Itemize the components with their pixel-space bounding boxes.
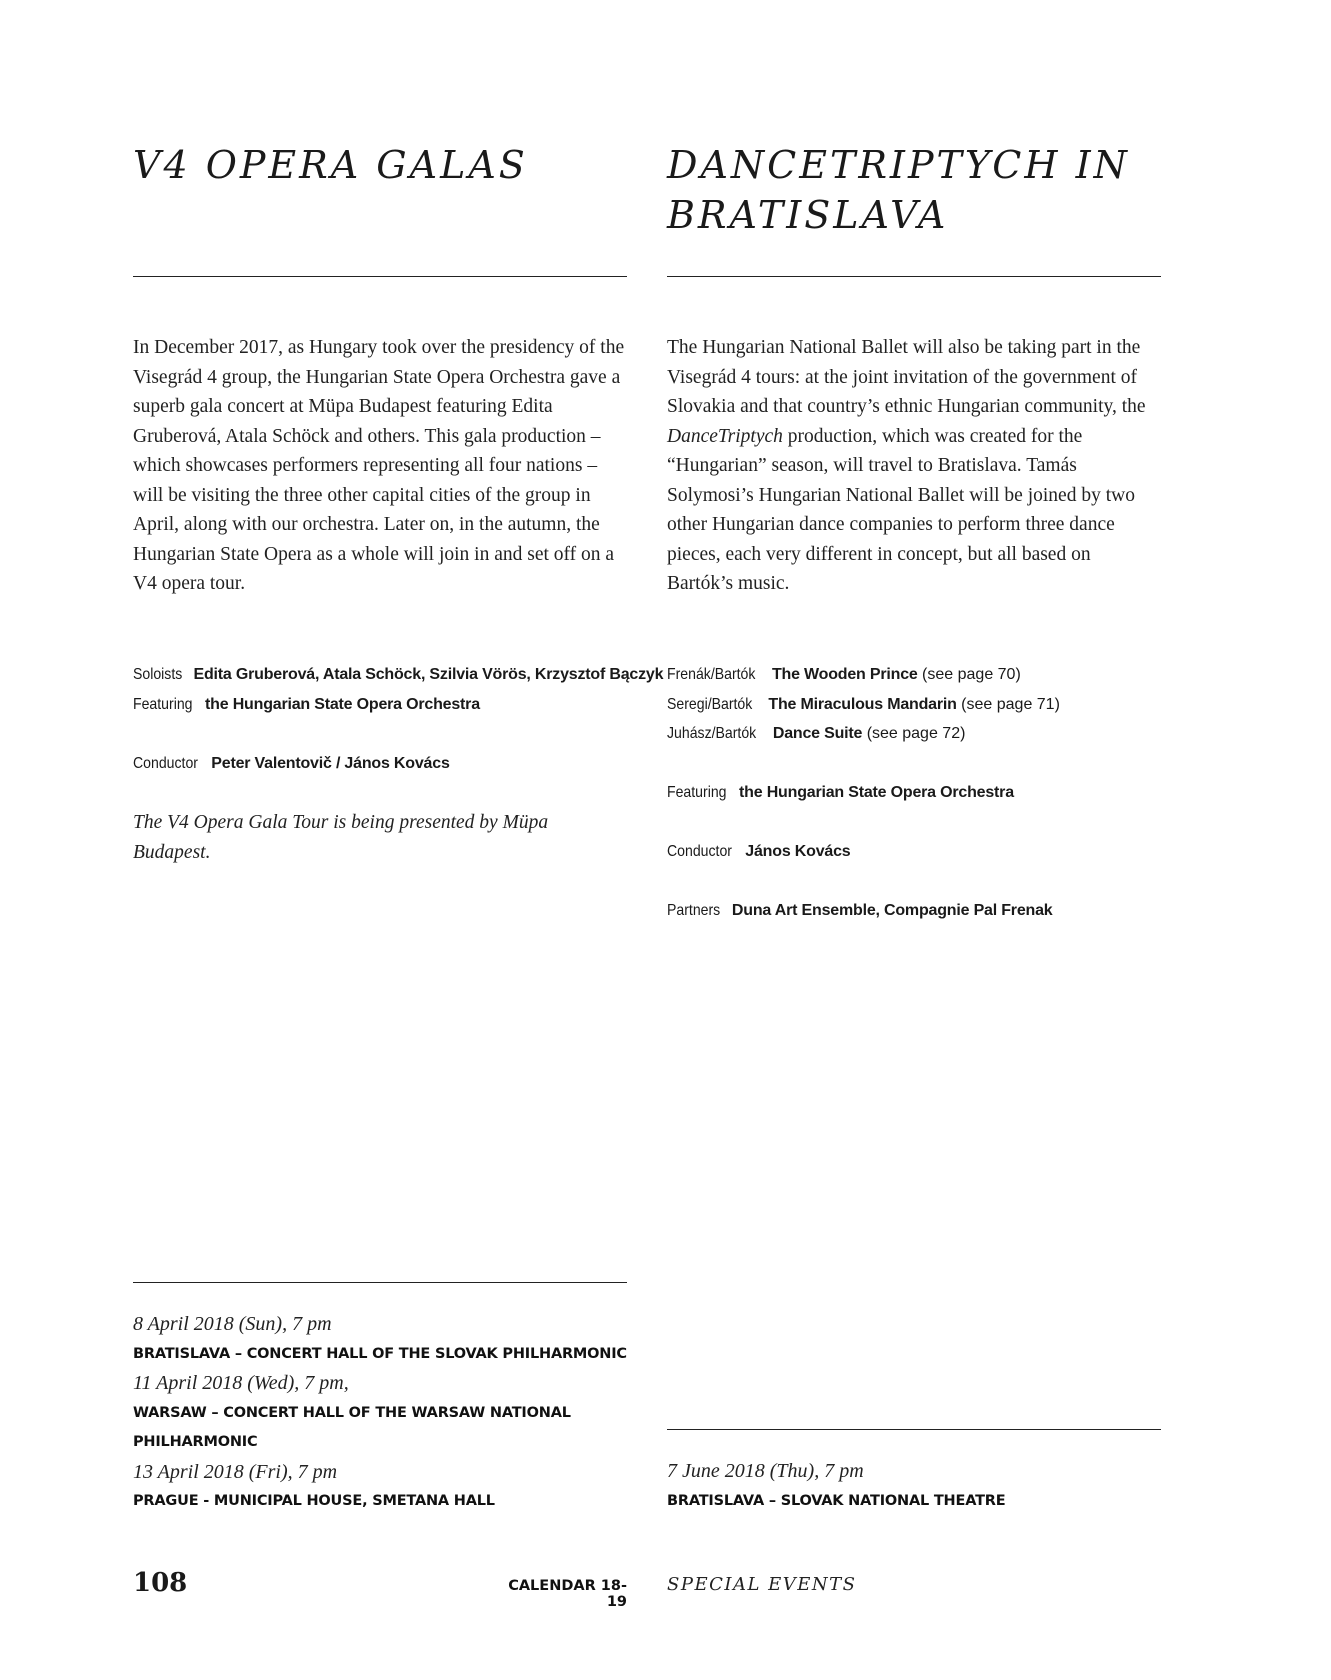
left-title-divider [133, 276, 627, 277]
work-author: Frenák/Bartók [667, 666, 756, 683]
footer-section: SPECIAL EVENTS [667, 1574, 857, 1595]
right-body-italic: DanceTriptych [667, 425, 783, 447]
work-line [667, 719, 1161, 749]
right-body-part2: production, which was created for the “Hungarian” season, will travel to Bratislava. Tamás Solymosi’s Hungarian National Ballet will be joined by two other Hungarian dance companies to perform three dance pieces, each very different in concept, but all based on Bartók’s music. [667, 425, 1135, 594]
left-dates [133, 1310, 627, 1517]
conductor-value: Peter Valentovič / János Kovács [211, 755, 450, 772]
date-3: 13 April 2018 (Fri), 7 pm [133, 1460, 338, 1483]
date-2: 11 April 2018 (Wed), 7 pm, [133, 1372, 349, 1394]
right-conductor-line [667, 837, 1161, 867]
left-credits [133, 660, 664, 719]
work-author: Seregi/Bartók [667, 695, 753, 713]
right-featuring [667, 778, 1161, 808]
right-partners-line [667, 896, 1161, 926]
work-title: The Wooden Prince [771, 666, 918, 683]
work-page-ref: (see page 71) [961, 695, 1060, 713]
venue-2: WARSAW – CONCERT HALL OF THE WARSAW NATIONAL PHILHARMONIC [133, 1404, 571, 1450]
featuring-label: Featuring [133, 695, 193, 713]
work-title: The Miraculous Mandarin [768, 695, 957, 713]
right-body-part1: The Hungarian National Ballet will also be taking part in the Visegrád 4 tours: at the joint invitation of the government of Slovakia and that country’s ethnic Hungarian community, the [667, 337, 1146, 417]
left-body: In December 2017, as Hungary took over the presidency of the Visegrád 4 group, the Hungarian State Opera Orchestra gave a superb gala concert at Müpa Budapest featuring Edita Gruberová, Atala Schöck and others. This gala production – which showcases performers representing all four nations – will be visiting the three other capital cities of the group in April, along with our orchestra. Later on, in the autumn, the Hungarian State Opera as a whole will join in and set off on a V4 opera tour. [133, 337, 625, 594]
right-conductor [667, 837, 1161, 867]
right-partners-label: Partners [667, 902, 721, 919]
right-title-line1: DANCETRIPTYCH IN [667, 143, 1130, 187]
soloists-value: Edita Gruberová, Atala Schöck, Szilvia Vörös, Krzysztof Bączyk [193, 666, 664, 683]
right-body [667, 333, 1161, 599]
left-conductor [133, 749, 627, 779]
work-author: Juhász/Bartók [667, 725, 757, 742]
venue-1: BRATISLAVA – CONCERT HALL OF THE SLOVAK PHILHARMONIC [133, 1345, 627, 1362]
work-page-ref: (see page 70) [922, 666, 1021, 683]
right-dates-divider [667, 1429, 1161, 1430]
work-title: Dance Suite [772, 725, 863, 742]
right-featuring-value: the Hungarian State Opera Orchestra [739, 784, 1014, 801]
left-dates-divider [133, 1282, 627, 1283]
page-number: 108 [133, 1568, 188, 1598]
right-conductor-label: Conductor [667, 843, 732, 860]
featuring-value: the Hungarian State Opera Orchestra [205, 695, 480, 713]
left-title: V4 OPERA GALAS [133, 143, 528, 187]
footer-calendar: CALENDAR 18-19 [508, 1578, 627, 1610]
right-title-line2: BRATISLAVA [667, 193, 949, 237]
right-title [667, 140, 1161, 240]
work-page-ref: (see page 72) [866, 725, 966, 742]
right-featuring-line [667, 778, 1161, 808]
right-title-divider [667, 276, 1161, 277]
right-conductor-value: János Kovács [745, 843, 851, 860]
conductor-label: Conductor [133, 755, 198, 772]
right-dates [667, 1457, 1161, 1516]
date-1: 8 April 2018 (Sun), 7 pm [133, 1313, 332, 1335]
work-line [667, 660, 1161, 690]
left-presenter-note: The V4 Opera Gala Tour is being presented by Müpa Budapest. [133, 812, 549, 863]
featuring-line [133, 690, 627, 720]
right-partners-value: Duna Art Ensemble, Compagnie Pal Frenak [731, 902, 1053, 919]
right-featuring-label: Featuring [667, 784, 727, 801]
right-date: 7 June 2018 (Thu), 7 pm [667, 1460, 864, 1482]
soloists-line [133, 660, 664, 690]
conductor-line [133, 749, 627, 779]
right-partners [667, 896, 1161, 926]
work-line [667, 690, 1161, 720]
right-venue: BRATISLAVA – SLOVAK NATIONAL THEATRE [667, 1492, 1006, 1509]
soloists-label: Soloists [133, 666, 183, 683]
venue-3: PRAGUE - MUNICIPAL HOUSE, SMETANA HALL [133, 1493, 495, 1509]
right-works [667, 660, 1161, 749]
